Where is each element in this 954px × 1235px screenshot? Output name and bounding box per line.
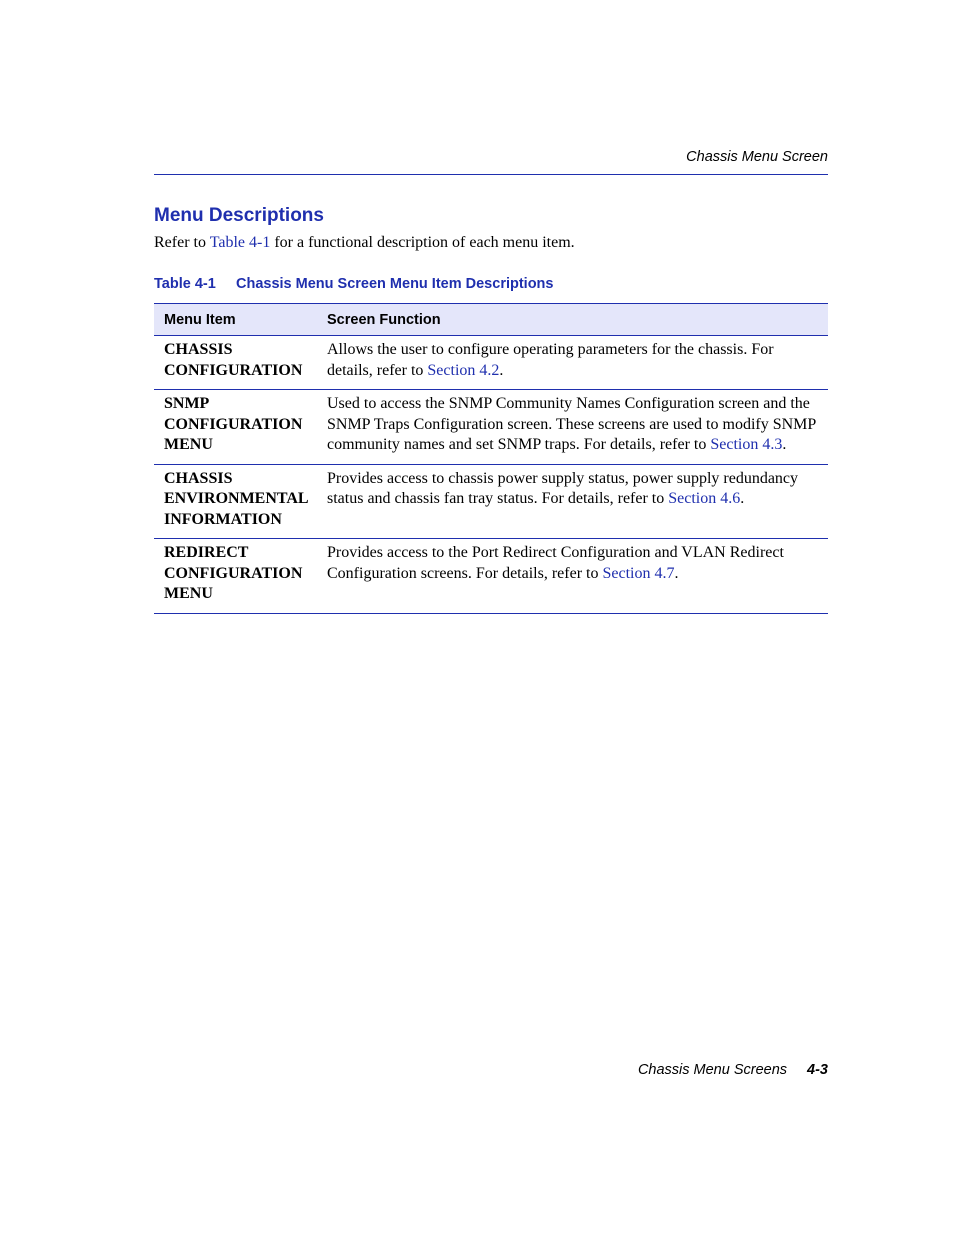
table-row [154,465,828,540]
section-heading: Menu Descriptions [154,205,324,226]
footer-title: Chassis Menu Screens [637,1062,788,1078]
table-row [154,336,828,390]
screen-function-text: Allows the user to configure operating parameters for the chassis. For details, refer to [327,341,774,379]
sentence-end: . [740,490,745,507]
menu-item-line: INFORMATION [164,510,282,528]
section-4-2-link[interactable]: Section 4.2 [427,361,500,379]
table-caption-number: Table 4-1 [154,276,216,292]
column-header-menu-item: Menu Item [164,311,236,328]
menu-item-line: ENVIRONMENTAL [164,490,309,507]
screen-function-text: Provides access to chassis power supply status, power supply redundancy status and chassis fan tray status. For details, refer to [327,469,799,507]
menu-item-cell [154,543,327,605]
section-4-6-link[interactable]: Section 4.6 [668,490,741,507]
screen-function-text: Used to access the SNMP Community Names Configuration screen and the SNMP Traps Configuration screen. These screens are used to modify SNMP community names and set SNMP traps. For details, refer to [327,395,816,453]
menu-item-line: MENU [164,436,213,453]
intro-paragraph [154,233,575,253]
screen-function-cell [327,469,828,531]
menu-item-line: SNMP [164,395,210,412]
table-row [154,539,828,614]
section-4-3-link[interactable]: Section 4.3 [710,436,783,453]
menu-item-line: MENU [164,585,213,602]
column-header-screen-function: Screen Function [327,311,441,328]
running-header: Chassis Menu Screen [686,149,828,165]
screen-function-text: Provides access to the Port Redirect Configuration and VLAN Redirect Configuration screens. For details, refer to [327,544,784,582]
intro-text-before: Refer to [154,234,210,251]
screen-function-cell [327,543,828,605]
menu-item-cell [154,394,327,456]
table-caption-title: Chassis Menu Screen Menu Item Descriptions [236,276,554,292]
page-number: 4-3 [807,1062,828,1078]
menu-item-line: CONFIGURATION [164,361,303,379]
table-row [154,390,828,465]
menu-item-line: CHASSIS [164,341,233,358]
menu-item-cell [154,340,327,381]
table-header-row [154,304,828,336]
table-4-1-link[interactable]: Table 4-1 [209,234,271,251]
menu-item-line: CHASSIS [164,469,233,487]
intro-text-after: for a functional description of each menu item. [270,234,575,251]
header-rule [154,174,828,175]
menu-item-descriptions-table [154,303,828,614]
table-caption [154,275,553,293]
sentence-end: . [782,436,787,453]
running-footer [638,1061,828,1079]
sentence-end: . [499,361,504,379]
menu-item-line: CONFIGURATION [164,415,303,433]
menu-item-line: REDIRECT [164,544,249,561]
section-4-7-link[interactable]: Section 4.7 [602,564,675,582]
screen-function-cell [327,340,828,381]
screen-function-cell [327,394,828,456]
menu-item-cell [154,469,327,531]
sentence-end: . [674,564,679,582]
menu-item-line: CONFIGURATION [164,564,303,582]
